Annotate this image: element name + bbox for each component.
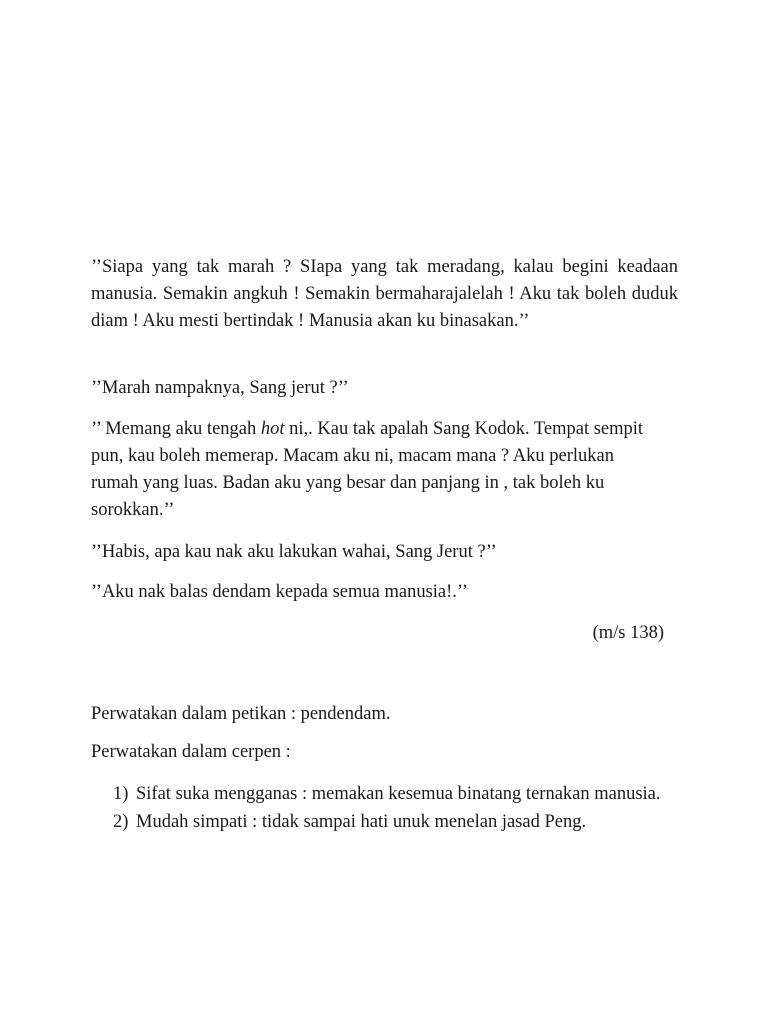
- dialogue-paragraph-2: ’’Marah nampaknya, Sang jerut ?’’: [91, 378, 349, 398]
- dialogue-paragraph-4: ’’Habis, apa kau nak aku lakukan wahai, Sang Jerut ?’’: [91, 542, 497, 562]
- list-item-text: Sifat suka mengganas : memakan kesemua binatang ternakan manusia.: [136, 784, 661, 804]
- italic-word: hot: [260, 419, 285, 439]
- dialogue-paragraph-1: ’’Siapa yang tak marah ? SIapa yang tak meradang, kalau begini keadaan manusia. Semakin angkuh ! Semakin bermaharajalelah ! Aku tak boleh duduk diam ! Aku mesti bertindak ! Manusia akan ku binasakan.’’: [91, 257, 678, 331]
- dialogue-paragraph-3-end: ni,. Kau tak apalah Sang Kodok. Tempat sempit pun, kau boleh memerap. Macam aku ni, macam mana ? Aku perlukan rumah yang luas. Badan aku yang besar dan panjang in , tak boleh ku sorokkan.’’: [91, 419, 644, 520]
- list-item-text: Mudah simpati : tidak sampai hati unuk menelan jasad Peng.: [136, 812, 587, 832]
- page-reference: (m/s 138): [592, 623, 664, 643]
- dialogue-paragraph-5: ’’Aku nak balas dendam kepada semua manusia!.’’: [91, 582, 468, 602]
- list-item-number: 1): [113, 784, 129, 804]
- list-item-number: 2): [113, 812, 129, 832]
- dialogue-paragraph-3-start: ’’ Memang aku tengah: [91, 419, 261, 439]
- list-item: [91, 808, 671, 836]
- character-trait-list: [91, 780, 671, 836]
- dialogue-paragraph-3: [91, 416, 651, 524]
- character-in-story-heading: Perwatakan dalam cerpen :: [91, 742, 291, 762]
- list-item: [91, 780, 671, 808]
- character-in-excerpt: Perwatakan dalam petikan : pendendam.: [91, 704, 391, 724]
